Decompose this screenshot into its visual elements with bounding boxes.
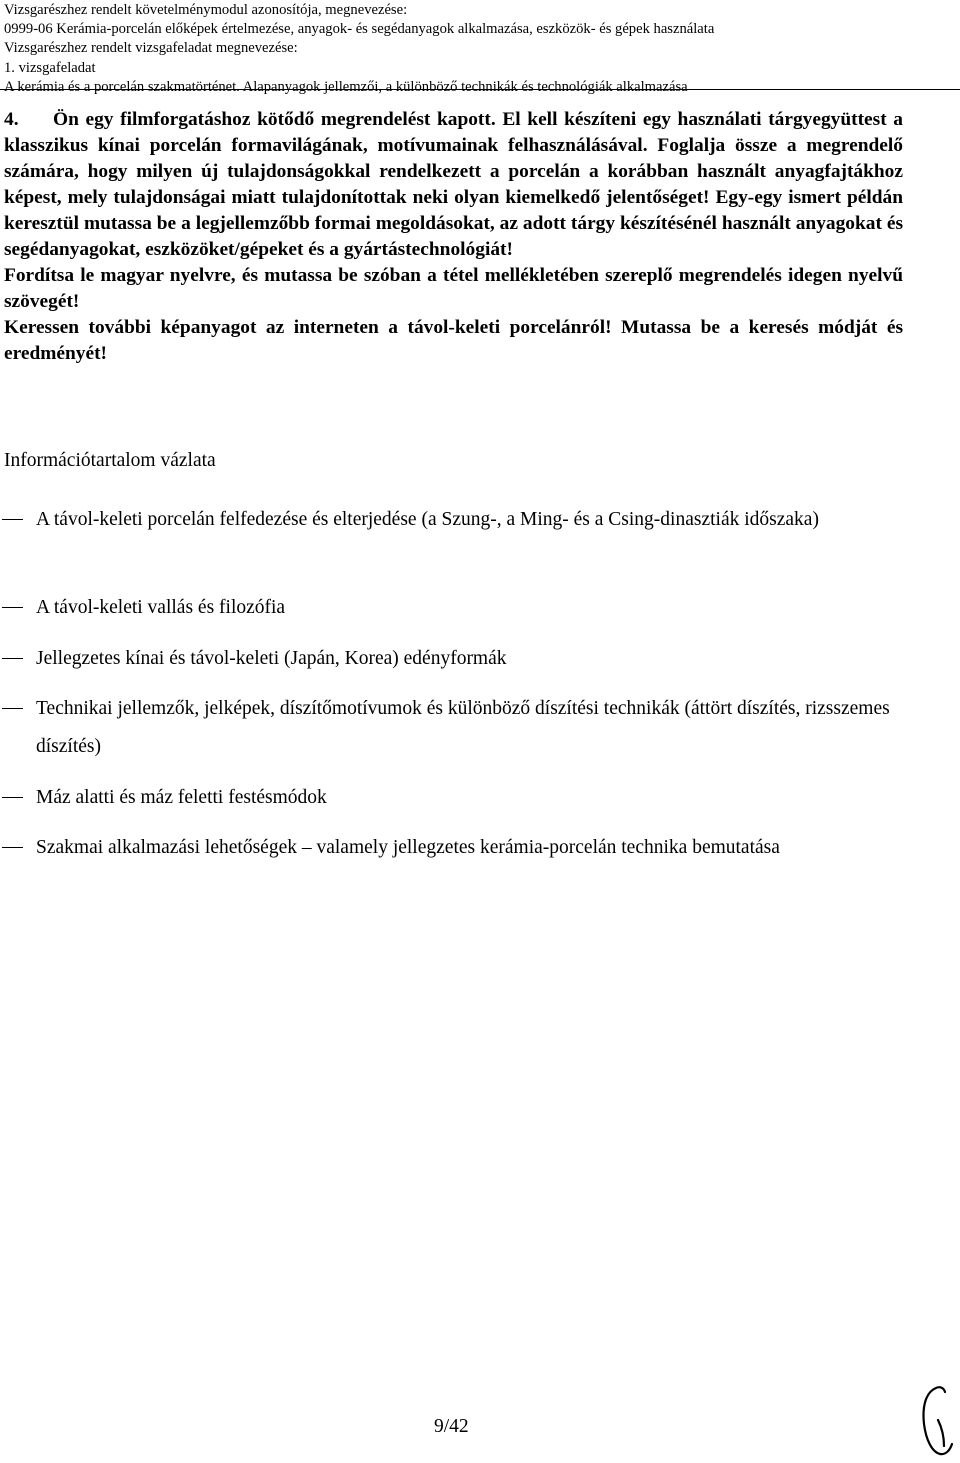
page-number: 9/42 [434, 1416, 469, 1437]
header-divider [0, 89, 960, 90]
outline-item [0, 589, 900, 627]
header-task-name: A kerámia és a porcelán szakmatörténet. Alapanyagok jellemzői, a különböző technikák és technológiák alkalmazása [4, 78, 688, 95]
header-module-name: 0999-06 Kerámia-porcelán előképek értelmezése, anyagok- és segédanyagok alkalmazása, eszközök- és gépek használata [4, 21, 715, 38]
outline-heading: Információtartalom vázlata [4, 450, 216, 471]
dash-bullet-icon [2, 607, 23, 608]
outline-item [0, 779, 900, 817]
header-task-number: 1. vizsgafeladat [4, 59, 96, 76]
outline-item [0, 690, 900, 766]
outline-item-text: Jellegzetes kínai és távol-keleti (Japán, Korea) edényformák [36, 648, 507, 669]
outline-item [0, 829, 900, 867]
header-module-label: Vizsgarészhez rendelt követelménymodul azonosítója, megnevezése: [4, 2, 408, 18]
outline-item-text: Technikai jellemzők, jelképek, díszítőmotívumok és különböző díszítési technikák (áttört díszítés, rizsszemes díszítés) [36, 698, 890, 757]
dash-bullet-icon [2, 519, 23, 520]
task-paragraph: Fordítsa le magyar nyelvre, és mutassa be szóban a tétel mellékletében szereplő megrendelés idegen nyelvű szövegét! [4, 265, 903, 312]
dash-bullet-icon [2, 708, 23, 709]
outline-item [0, 501, 900, 539]
task-paragraph-text: Ön egy filmforgatáshoz kötődő megrendelést kapott. El kell készíteni egy használati tárgyegyüttest a klasszikus kínai porcelán formavilágának, motívumainak felhasználásával. Foglalja össze a megrendelő számára, hogy milyen új tulajdonságokkal rendelkezett a porcelán a korábban használt anyagfajtákhoz képest, mely tulajdonságai miatt tulajdonítottak neki olyan kiemelkedő jelentőséget! Egy-egy ismert példán keresztül mutassa be a legjellemzőbb formai megoldásokat, az adott tárgy készítésénél használt anyagokat és segédanyagokat, eszközöket/gépeket és a gyártástechnológiát! [4, 109, 903, 260]
outline-item-text: A távol-keleti vallás és filozófia [36, 597, 286, 618]
outline-item-text: Szakmai alkalmazási lehetőségek – valamely jellegzetes kerámia-porcelán technika bemutatása [36, 837, 780, 858]
dash-bullet-icon [2, 847, 23, 848]
task-paragraph [4, 107, 903, 263]
outline-item-text: Máz alatti és máz feletti festésmódok [36, 787, 327, 808]
dash-bullet-icon [2, 797, 23, 798]
task-number: 4. [4, 109, 19, 130]
dash-bullet-icon [2, 658, 23, 659]
header-task-label: Vizsgarészhez rendelt vizsgafeladat megnevezése: [4, 40, 298, 57]
outline-item-text: A távol-keleti porcelán felfedezése és elterjedése (a Szung-, a Ming- és a Csing-dinasztiák időszaka) [36, 509, 819, 530]
task-description [4, 107, 903, 367]
outline-item [0, 640, 900, 678]
signature-mark [920, 1384, 956, 1458]
task-paragraph: Keressen további képanyagot az interneten a távol-keleti porcelánról! Mutassa be a keresés módját és eredményét! [4, 317, 903, 364]
document-header [4, 1, 944, 97]
